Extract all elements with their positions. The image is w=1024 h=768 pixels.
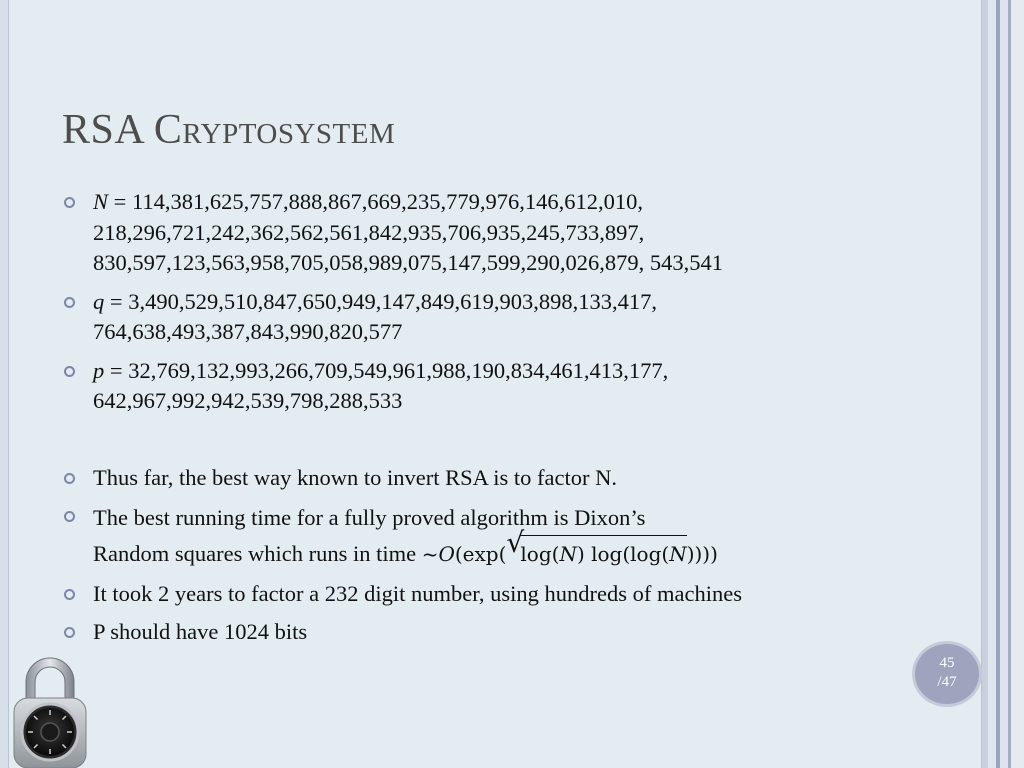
- bullet-icon: [64, 511, 75, 522]
- formula-exp: (exp(: [454, 542, 507, 566]
- formula-log: log(: [520, 542, 560, 566]
- bullet-list: [62, 187, 842, 647]
- bullet-dixon: [62, 501, 842, 571]
- dixon-line-1: The best running time for a fully proved algorithm is Dixon’s: [93, 505, 646, 530]
- took-text: It took 2 years to factor a 232 digit number, using hundreds of machines: [93, 581, 742, 606]
- invert-text: Thus far, the best way known to invert RSA is to factor N.: [93, 464, 618, 490]
- page-number-badge: [912, 641, 982, 707]
- slide-title: RSA Cryptosystem: [62, 107, 396, 153]
- bullet-icon: [64, 366, 75, 377]
- formula-sqrt: [506, 526, 687, 571]
- bullet-took: [62, 579, 842, 610]
- formula-n-2: N: [669, 542, 687, 566]
- bullet-icon: [64, 197, 75, 208]
- q-variable: q: [93, 288, 105, 314]
- edge-bar: [988, 0, 996, 768]
- bullet-icon: [64, 589, 75, 600]
- bullet-q: [62, 287, 842, 348]
- n-value: = 114,381,625,757,888,867,669,235,779,976,146,612,010, 218,296,721,242,362,562,561,842,935,706,935,245,733,897, 830,597,123,563,958,705,058,989,075,147,599,290,026,879, 543,541: [93, 189, 723, 275]
- dixon-formula: [421, 526, 718, 566]
- p-variable: p: [93, 357, 105, 383]
- edge-bar: [1011, 0, 1024, 768]
- dixon-line-2: Random squares which runs in time: [93, 541, 422, 566]
- edge-bar: [1000, 0, 1008, 768]
- page-total: /47: [937, 674, 957, 690]
- q-value: = 3,490,529,510,847,650,949,147,849,619,903,898,133,417, 764,638,493,387,843,990,820,577: [93, 288, 657, 344]
- padlock-icon: [10, 652, 90, 768]
- n-variable: N: [93, 189, 109, 214]
- bullet-icon: [64, 297, 75, 308]
- sqrt-sign-icon: √: [506, 526, 525, 559]
- formula-loglog: ) log(log(: [576, 542, 670, 566]
- bullet-icon: [64, 627, 75, 638]
- p-value: = 32,769,132,993,266,709,549,961,988,190,834,461,413,177, 642,967,992,942,539,798,288,533: [93, 357, 669, 413]
- bullet-bits: [62, 617, 842, 648]
- bits-text: P should have 1024 bits: [93, 618, 308, 644]
- sqrt-radicand: [520, 535, 686, 571]
- formula-close: )))): [686, 542, 718, 566]
- bullet-icon: [64, 473, 75, 484]
- formula-n: N: [559, 542, 577, 566]
- page-current: 45: [939, 655, 955, 671]
- formula-tilde: ~: [421, 542, 439, 566]
- bullet-invert: [62, 463, 842, 494]
- bullet-n: [62, 187, 842, 279]
- formula-big-o: O: [438, 542, 455, 566]
- bullet-p: [62, 356, 842, 417]
